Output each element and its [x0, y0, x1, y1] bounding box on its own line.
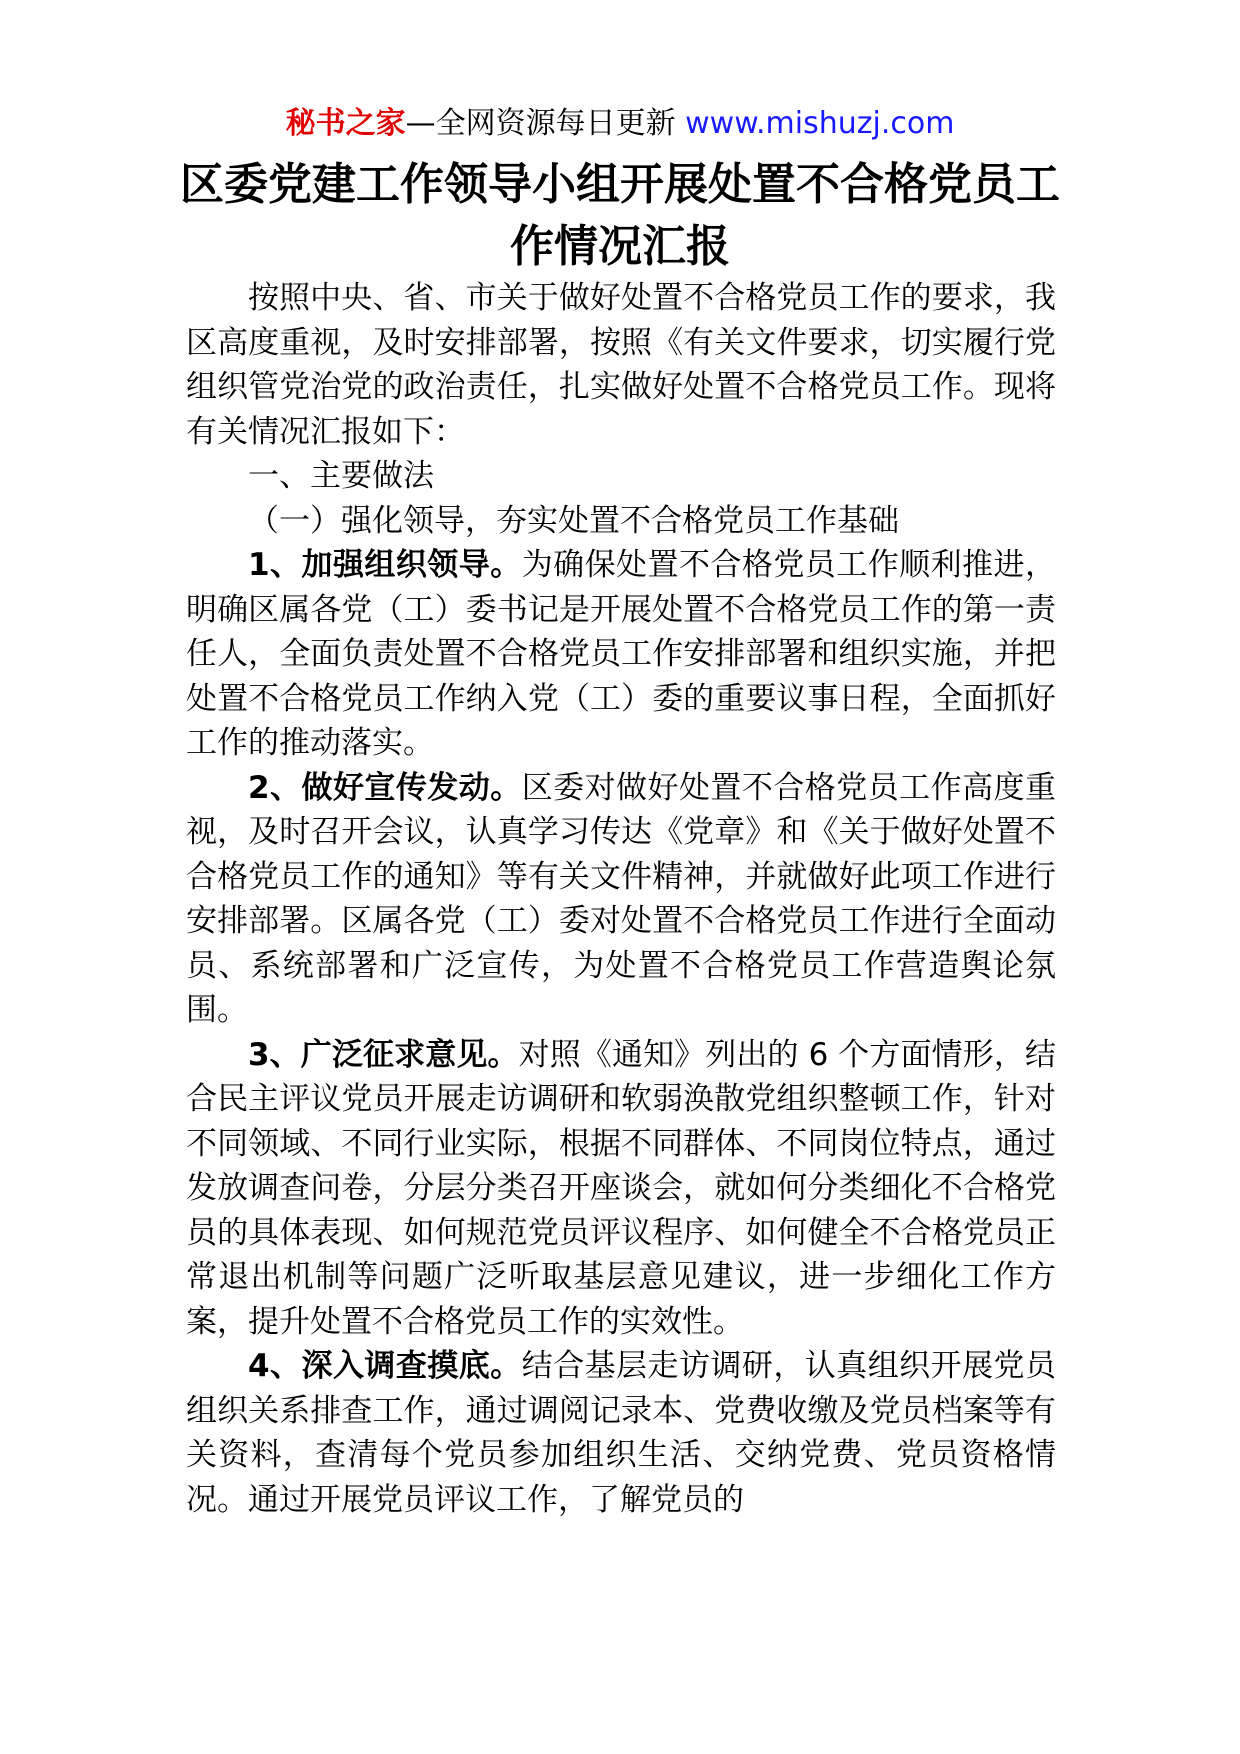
brand-name: 秘书之家: [285, 106, 406, 141]
body-paragraph: [186, 766, 1056, 1033]
item-text: 区委对做好处置不合格党员工作高度重视，及时召开会议，认真学习传达《党章》和《关于做好处置不合格党员工作的通知》等有关文件精神，并就做好此项工作进行安排部署。区属各党（工）委对处置不合格党员工作进行全面动员、系统部署和广泛宣传，为处置不合格党员工作营造舆论氛围。: [186, 769, 1056, 1028]
item-label: 4、深入调查摸底。: [248, 1348, 522, 1384]
intro-paragraph: 按照中央、省、市关于做好处置不合格党员工作的要求，我区高度重视，及时安排部署，按照《有关文件要求，切实履行党组织管党治党的政治责任，扎实做好处置不合格党员工作。现将有关情况汇报如下：: [186, 280, 1056, 450]
subsection-heading: （一）强化领导，夯实处置不合格党员工作基础: [248, 502, 899, 539]
item-label: 3、广泛征求意见。: [248, 1036, 519, 1073]
source-banner: [0, 102, 1240, 146]
item-label: 2、做好宣传发动。: [248, 769, 522, 806]
section-heading: 一、主要做法: [248, 458, 434, 494]
banner-tagline: —全网资源每日更新: [405, 106, 686, 141]
item-text: 为确保处置不合格党员工作顺利推进，明确区属各党（工）委书记是开展处置不合格党员工作的第一责任人，全面负责处置不合格党员工作安排部署和组织实施，并把处置不合格党员工作纳入党（工）委的重要议事日程，全面抓好工作的推动落实。: [186, 547, 1056, 761]
body-paragraph: [186, 543, 1056, 766]
website-link[interactable]: www.mishuzj.com: [685, 106, 955, 141]
item-label: 1、加强组织领导。: [248, 547, 522, 583]
body-paragraph: [186, 1033, 1056, 1345]
item-text: 结合基层走访调研，认真组织开展党员组织关系排查工作，通过调阅记录本、党费收缴及党员档案等有关资料，查清每个党员参加组织生活、交纳党费、党员资格情况。通过开展党员评议工作，了解党员的: [186, 1348, 1056, 1518]
body-paragraph: [186, 1344, 1056, 1522]
item-text: 对照《通知》列出的 6 个方面情形，结合民主评议党员开展走访调研和软弱涣散党组织整顿工作，针对不同领域、不同行业实际，根据不同群体、不同岗位特点，通过发放调查问卷，分层分类召开座谈会，就如何分类细化不合格党员的具体表现、如何规范党员评议程序、如何健全不合格党员正常退出机制等问题广泛听取基层意见建议，进一步细化工作方案，提升处置不合格党员工作的实效性。: [186, 1036, 1056, 1340]
document-body: [186, 276, 1056, 1522]
document-title: 区委党建工作领导小组开展处置不合格党员工作情况汇报: [180, 159, 1060, 272]
